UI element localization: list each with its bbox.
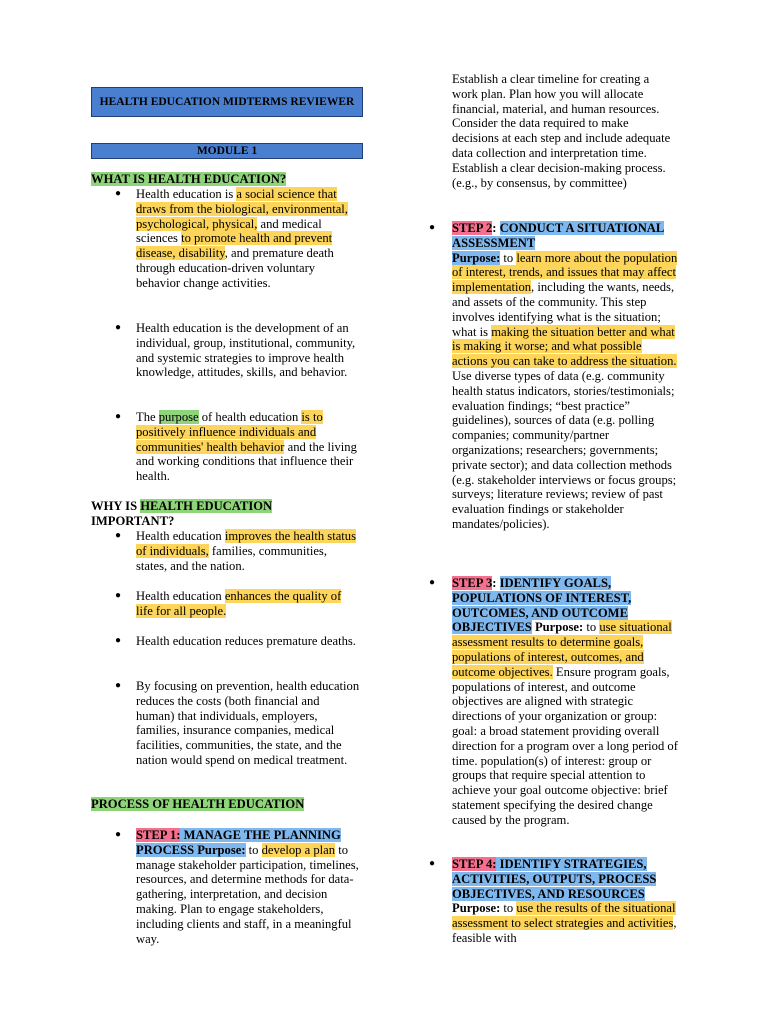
heading-what-is-health-education [91,172,361,187]
step-1-continuation: Establish a clear timeline for creating a work plan. Plan how you will allocate financial, material, and human resources. Consider the data required to make decisions at each step and include adequate data collection and interpretation time. Establish a clear decision-making process. (e.g., by consensus, by committee) [452,72,671,190]
document-title-text: HEALTH EDUCATION MIDTERMS REVIEWER [99,95,355,108]
bullet-icon: ● [428,858,436,869]
heading-what-text: WHAT IS HEALTH EDUCATION? [91,172,287,186]
bullet-icon: ● [114,530,122,541]
bullet-icon: ● [114,829,122,840]
module-heading: MODULE 1 [91,143,363,159]
what-bullet-2: Health education is the development of an individual, group, institutional, community, and systemic strategies to improve health knowledge, attitudes, skills, and behavior. [136,321,356,380]
bullet-icon: ● [428,577,436,588]
bullet-icon: ● [428,222,436,233]
bullet-icon: ● [114,411,122,422]
document-title [91,87,363,117]
step-2: STEP 2: CONDUCT A SITUATIONAL ASSESSMENT Purpose: to learn more about the population of interest, trends, and issues that may affect implementation, including the wants, needs, and assets of the community. This step involves identifying what is the situation; what is making the situation better and what is making it worse; and what possible actions you can take to address the situation. Use diverse types of data (e.g. community health status indicators, stories/testimonials; evaluation findings; “best practice” guidelines), sources of data (e.g. polling companies; community/partner organizations; researchers; governments; private sector); and data collection methods (e.g. stakeholder interviews or focus groups; surveys; literature reviews; review of past evaluation findings or stakeholder mandates/policies). [452,221,678,531]
bullet-icon: ● [114,322,122,333]
what-bullet-3: The purpose of health education is to positively influence individuals and communities' health behavior and the living and working conditions that influence their health. [136,410,357,484]
why-bullet-4: By focusing on prevention, health education reduces the costs (both financial and human) that individuals, employers, families, insurance companies, medical facilities, communities, the state, and the nation would spend on medical treatment. [136,679,360,767]
bullet-icon: ● [114,188,122,199]
heading-why-important: WHY IS HEALTH EDUCATION IMPORTANT? [91,499,273,528]
step-3: STEP 3: IDENTIFY GOALS, POPULATIONS OF INTEREST, OUTCOMES, AND OUTCOME OBJECTIVES Purpose: to use situational assessment results to determine goals, populations of interest, outcomes, and outcome objectives. Ensure program goals, populations of interest, and outcome objectives are aligned with strategic directions of your organization or group: goal: a broad statement providing overall direction for a program over a long period of time. population(s) of interest: group or groups that require special attention to achieve your goal outcome objective: brief statement specifying the desired change caused by the program. [452,576,678,827]
step-4: STEP 4: IDENTIFY STRATEGIES, ACTIVITIES, OUTPUTS, PROCESS OBJECTIVES, AND RESOURCES Purpose: to use the results of the situational assessment to select strategies and activities, feasible with [452,857,677,945]
step-1: STEP 1: MANAGE THE PLANNING PROCESS Purpose: to develop a plan to manage stakeholder participation, timelines, resources, and determine methods for data-gathering, interpretation, and decision making. Plan to engage stakeholders, including clients and staff, in a meaningful way. [136,828,359,946]
what-bullet-1: Health education is a social science that draws from the biological, environmental, psychological, physical, and medical sciences to promote health and prevent disease, disability, and premature death through education-driven voluntary behavior change activities. [136,187,348,290]
heading-process: PROCESS OF HEALTH EDUCATION [91,797,305,811]
bullet-icon: ● [114,590,122,601]
why-bullet-3: Health education reduces premature deaths. [136,634,356,648]
bullet-icon: ● [114,680,122,691]
bullet-icon: ● [114,635,122,646]
why-bullet-2: Health education enhances the quality of life for all people. [136,589,342,618]
why-bullet-1: Health education improves the health status of individuals, families, communities, states, and the nation. [136,529,356,573]
